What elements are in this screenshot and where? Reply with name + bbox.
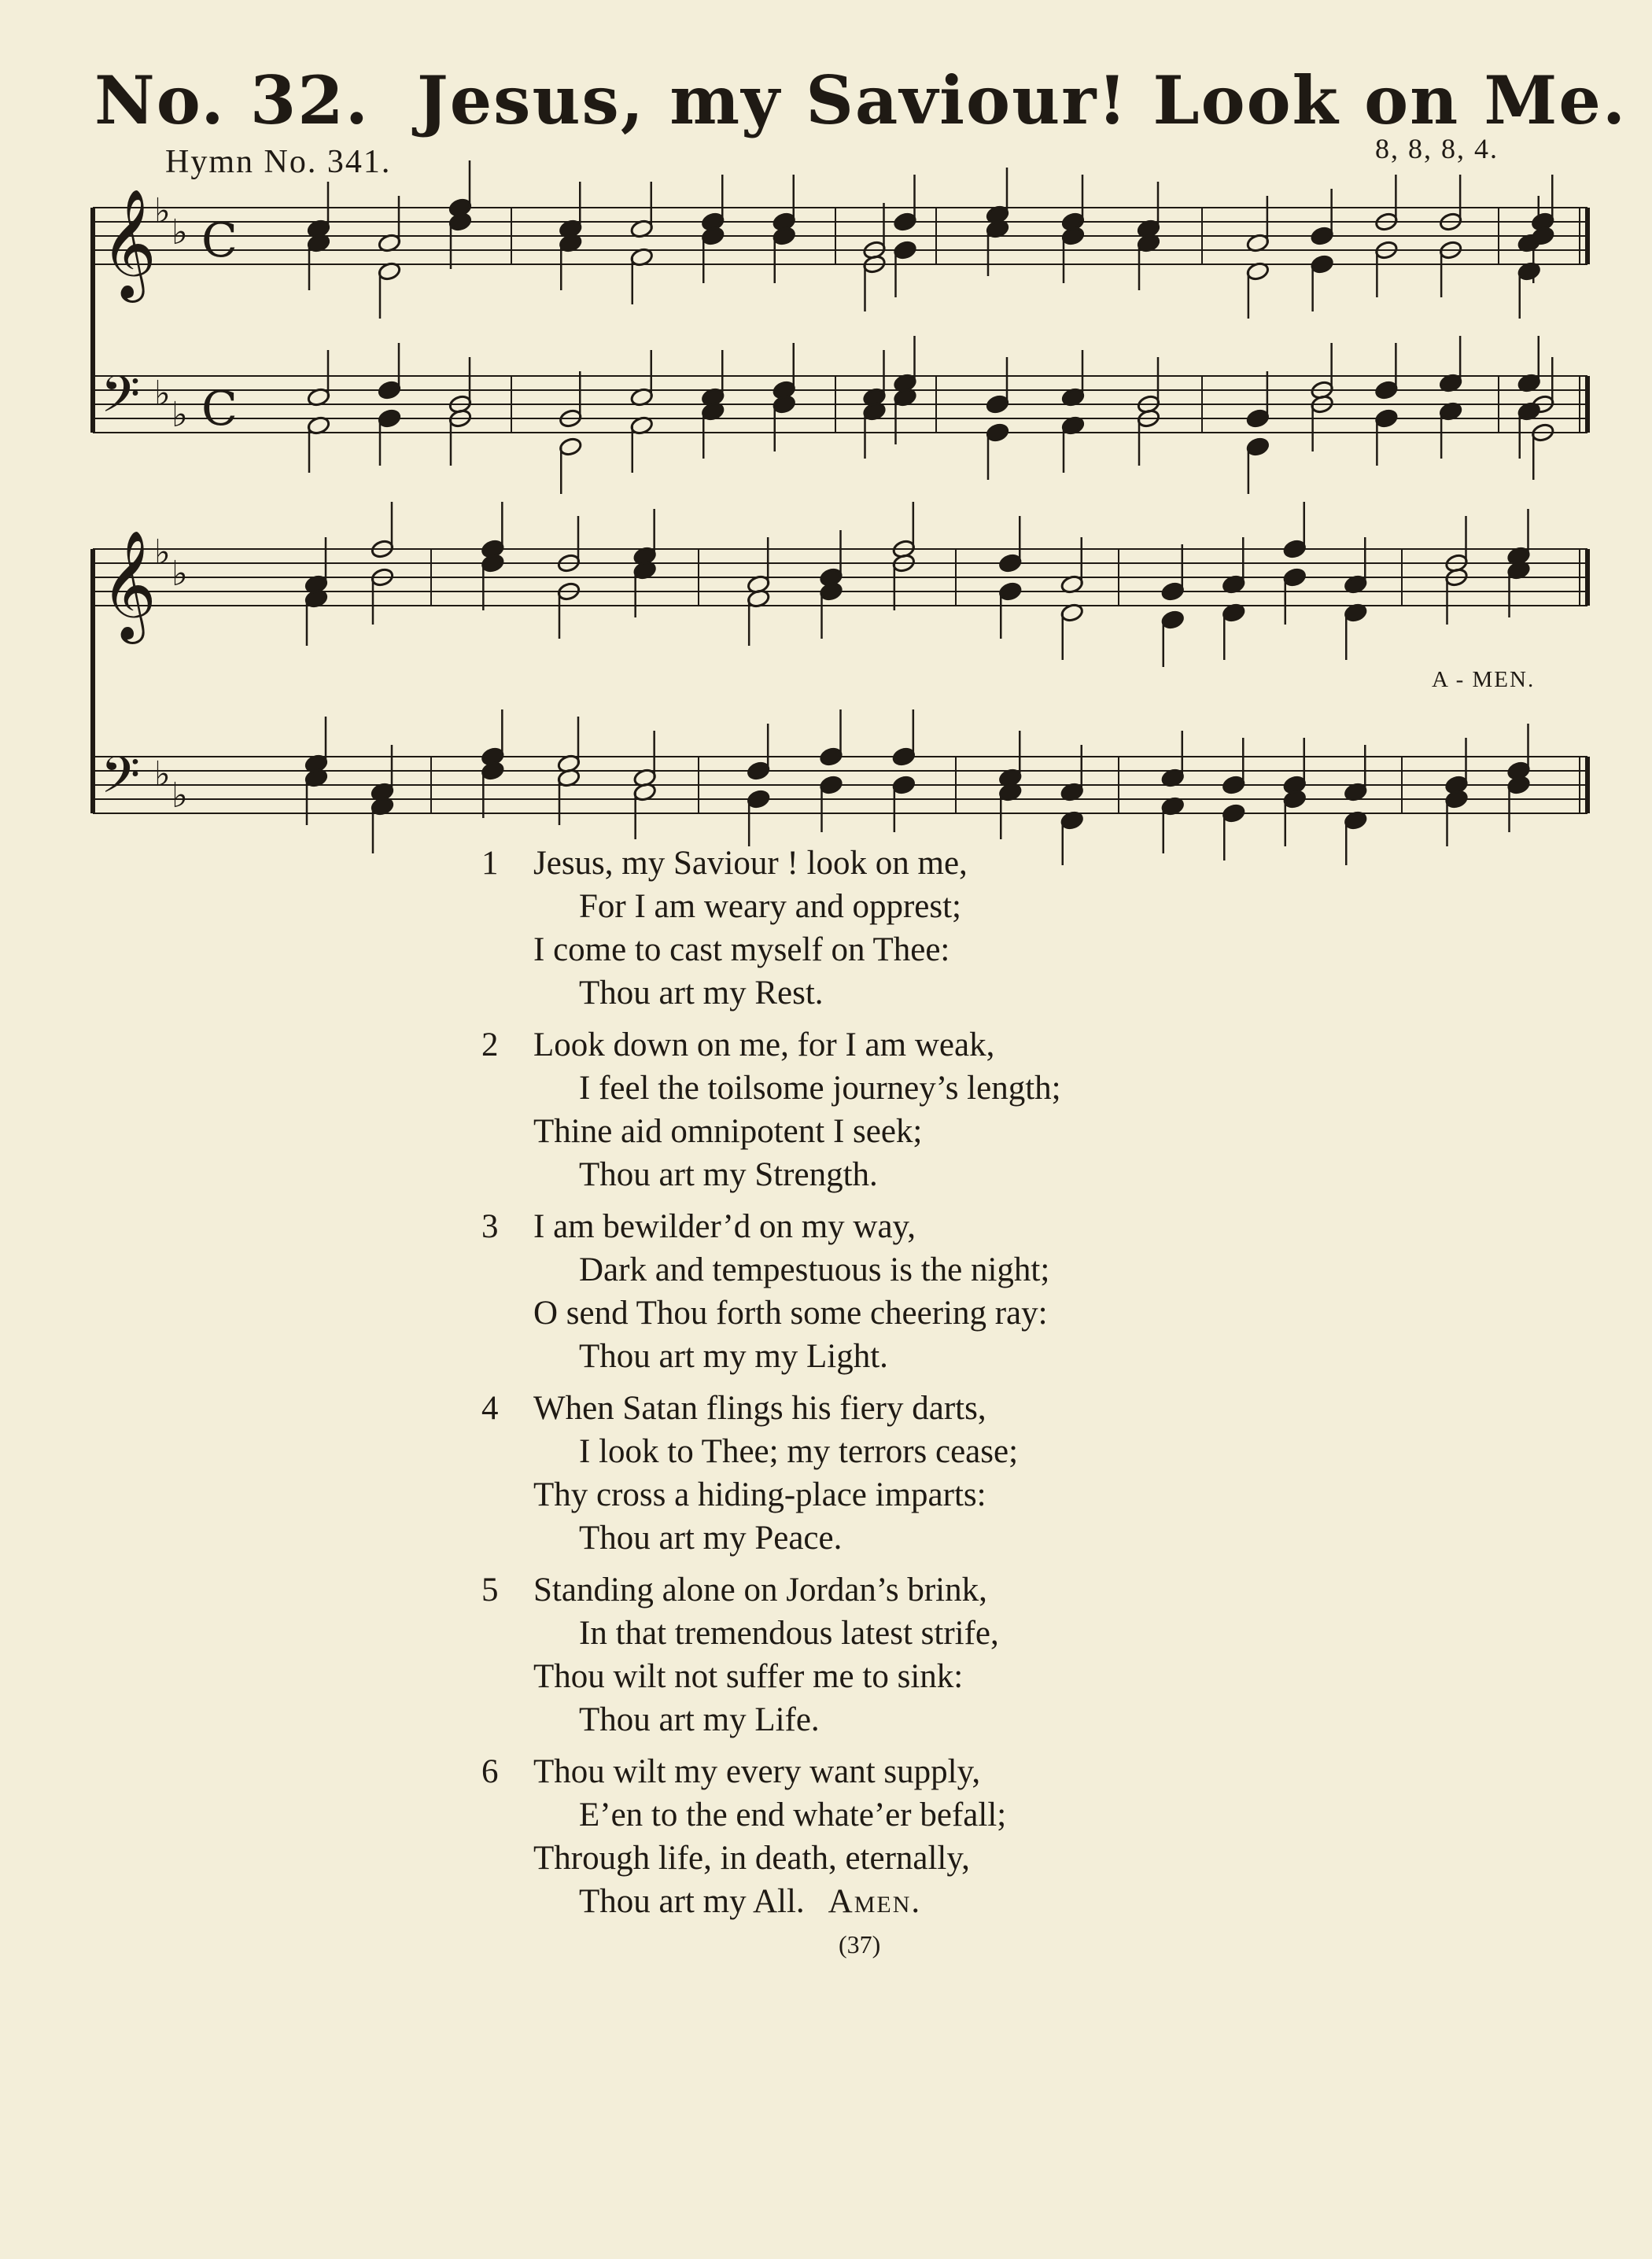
verse-line: Standing alone on Jordan’s brink,	[533, 1572, 987, 1609]
verse-line: Dark and tempestuous is the night;	[579, 1251, 1050, 1288]
note-head	[1061, 226, 1086, 246]
flat-sign-icon: ♭	[171, 395, 188, 435]
verse-line: Thou art my Rest.	[579, 975, 824, 1012]
note-head	[1374, 380, 1399, 400]
note-head	[1282, 789, 1307, 809]
verse-line	[533, 1880, 1583, 1923]
note-head	[1160, 581, 1185, 602]
score-notes	[101, 160, 1555, 865]
note-head	[772, 394, 796, 415]
treble-clef-icon: 𝄞	[101, 189, 157, 298]
verse-line: Thine aid omnipotent I seek;	[533, 1113, 923, 1150]
amen-text: Amen.	[828, 1883, 922, 1920]
flat-sign-icon: ♭	[154, 374, 171, 414]
verse-line: I am bewilder’d on my way,	[533, 1208, 916, 1245]
note-head	[1282, 567, 1307, 588]
flat-sign-icon: ♭	[171, 554, 188, 594]
verse-line: Look down on me, for I am weak,	[533, 1026, 995, 1063]
note-head	[701, 226, 725, 246]
page-number: (37)	[839, 1930, 881, 1959]
verse-line: Thou wilt my every want supply,	[533, 1753, 981, 1790]
verses	[481, 842, 1583, 1932]
flat-sign-icon: ♭	[154, 533, 171, 573]
common-time-icon: C	[201, 213, 238, 268]
verse-1	[481, 842, 1583, 1015]
note-head	[1374, 408, 1399, 429]
verse-line-text: Thou art my All.	[579, 1883, 805, 1920]
note-head	[481, 553, 505, 573]
music-score	[0, 0, 1652, 865]
note-head	[819, 581, 843, 602]
verse-2	[481, 1023, 1583, 1196]
flat-sign-icon: ♭	[171, 212, 188, 252]
amen-label: A - MEN.	[1432, 667, 1536, 692]
flat-sign-icon: ♭	[171, 776, 188, 816]
bass-clef-icon: 𝄢	[101, 366, 141, 437]
note-head	[1246, 437, 1270, 457]
hymn-meter: 8, 8, 8, 4.	[1375, 133, 1499, 164]
verse-number: 5	[481, 1572, 499, 1609]
note-head	[481, 761, 505, 781]
note-head	[747, 789, 771, 809]
verse-line: O send Thou forth some cheering ray:	[533, 1295, 1048, 1332]
verse-number: 2	[481, 1026, 499, 1063]
verse-line: In that tremendous latest strife,	[579, 1615, 999, 1652]
flat-sign-icon: ♭	[154, 754, 171, 794]
flat-sign-icon: ♭	[154, 191, 171, 231]
note-head	[1222, 803, 1246, 824]
note-head	[772, 226, 796, 246]
note-head	[448, 212, 473, 232]
note-head	[986, 422, 1010, 443]
verse-4	[481, 1387, 1583, 1560]
verse-line: Thou art my my Light.	[579, 1338, 888, 1375]
verse-line: When Satan flings his fiery darts,	[533, 1390, 986, 1427]
verse-line: I feel the toilsome journey’s length;	[579, 1070, 1061, 1107]
hymn-title: Jesus, my Saviour! Look on Me.	[416, 61, 1628, 139]
hymn-number: No. 32.	[94, 61, 370, 139]
note-head	[998, 553, 1023, 573]
note-head	[559, 437, 583, 457]
note-head	[893, 240, 917, 260]
verse-number: 4	[481, 1390, 499, 1427]
note-head	[892, 746, 916, 767]
note-head	[819, 746, 843, 767]
note-head	[378, 408, 402, 429]
hymn-reference: Hymn No. 341.	[165, 144, 392, 180]
treble-clef-icon: 𝄞	[101, 530, 157, 639]
verse-line: E’en to the end whate’er befall;	[579, 1797, 1007, 1833]
verse-line: Thou wilt not suffer me to sink:	[533, 1658, 964, 1695]
note-head	[378, 380, 402, 400]
note-head	[1160, 610, 1185, 630]
verse-line: Thou art my Strength.	[579, 1156, 878, 1193]
note-head	[1282, 539, 1307, 559]
verse-6	[481, 1750, 1583, 1923]
verse-line: I look to Thee; my terrors cease;	[579, 1433, 1019, 1470]
verse-line: I come to cast myself on Thee:	[533, 931, 950, 968]
note-head	[892, 775, 916, 795]
verse-number: 1	[481, 845, 499, 882]
verse-line: Jesus, my Saviour ! look on me,	[533, 845, 968, 882]
note-head	[1246, 408, 1270, 429]
verse-line: Thou art my Life.	[579, 1701, 820, 1738]
verse-line: Thou art my Peace.	[579, 1520, 843, 1557]
note-head	[1222, 775, 1246, 795]
note-head	[1310, 254, 1334, 275]
verse-line: For I am weary and opprest;	[579, 888, 961, 925]
common-time-icon: C	[201, 381, 238, 437]
note-head	[747, 761, 771, 781]
verse-3	[481, 1205, 1583, 1378]
verse-line: Thy cross a hiding-place imparts:	[533, 1476, 986, 1513]
verse-number: 3	[481, 1208, 499, 1245]
bass-clef-icon: 𝄢	[101, 746, 141, 817]
verse-5	[481, 1568, 1583, 1741]
note-head	[1506, 775, 1531, 795]
note-head	[1310, 226, 1334, 246]
note-head	[998, 581, 1023, 602]
note-head	[819, 775, 843, 795]
note-head	[1444, 789, 1469, 809]
note-head	[893, 212, 917, 232]
note-head	[986, 394, 1010, 415]
verse-number: 6	[481, 1753, 499, 1790]
verse-line: Through life, in death, eternally,	[533, 1840, 970, 1877]
